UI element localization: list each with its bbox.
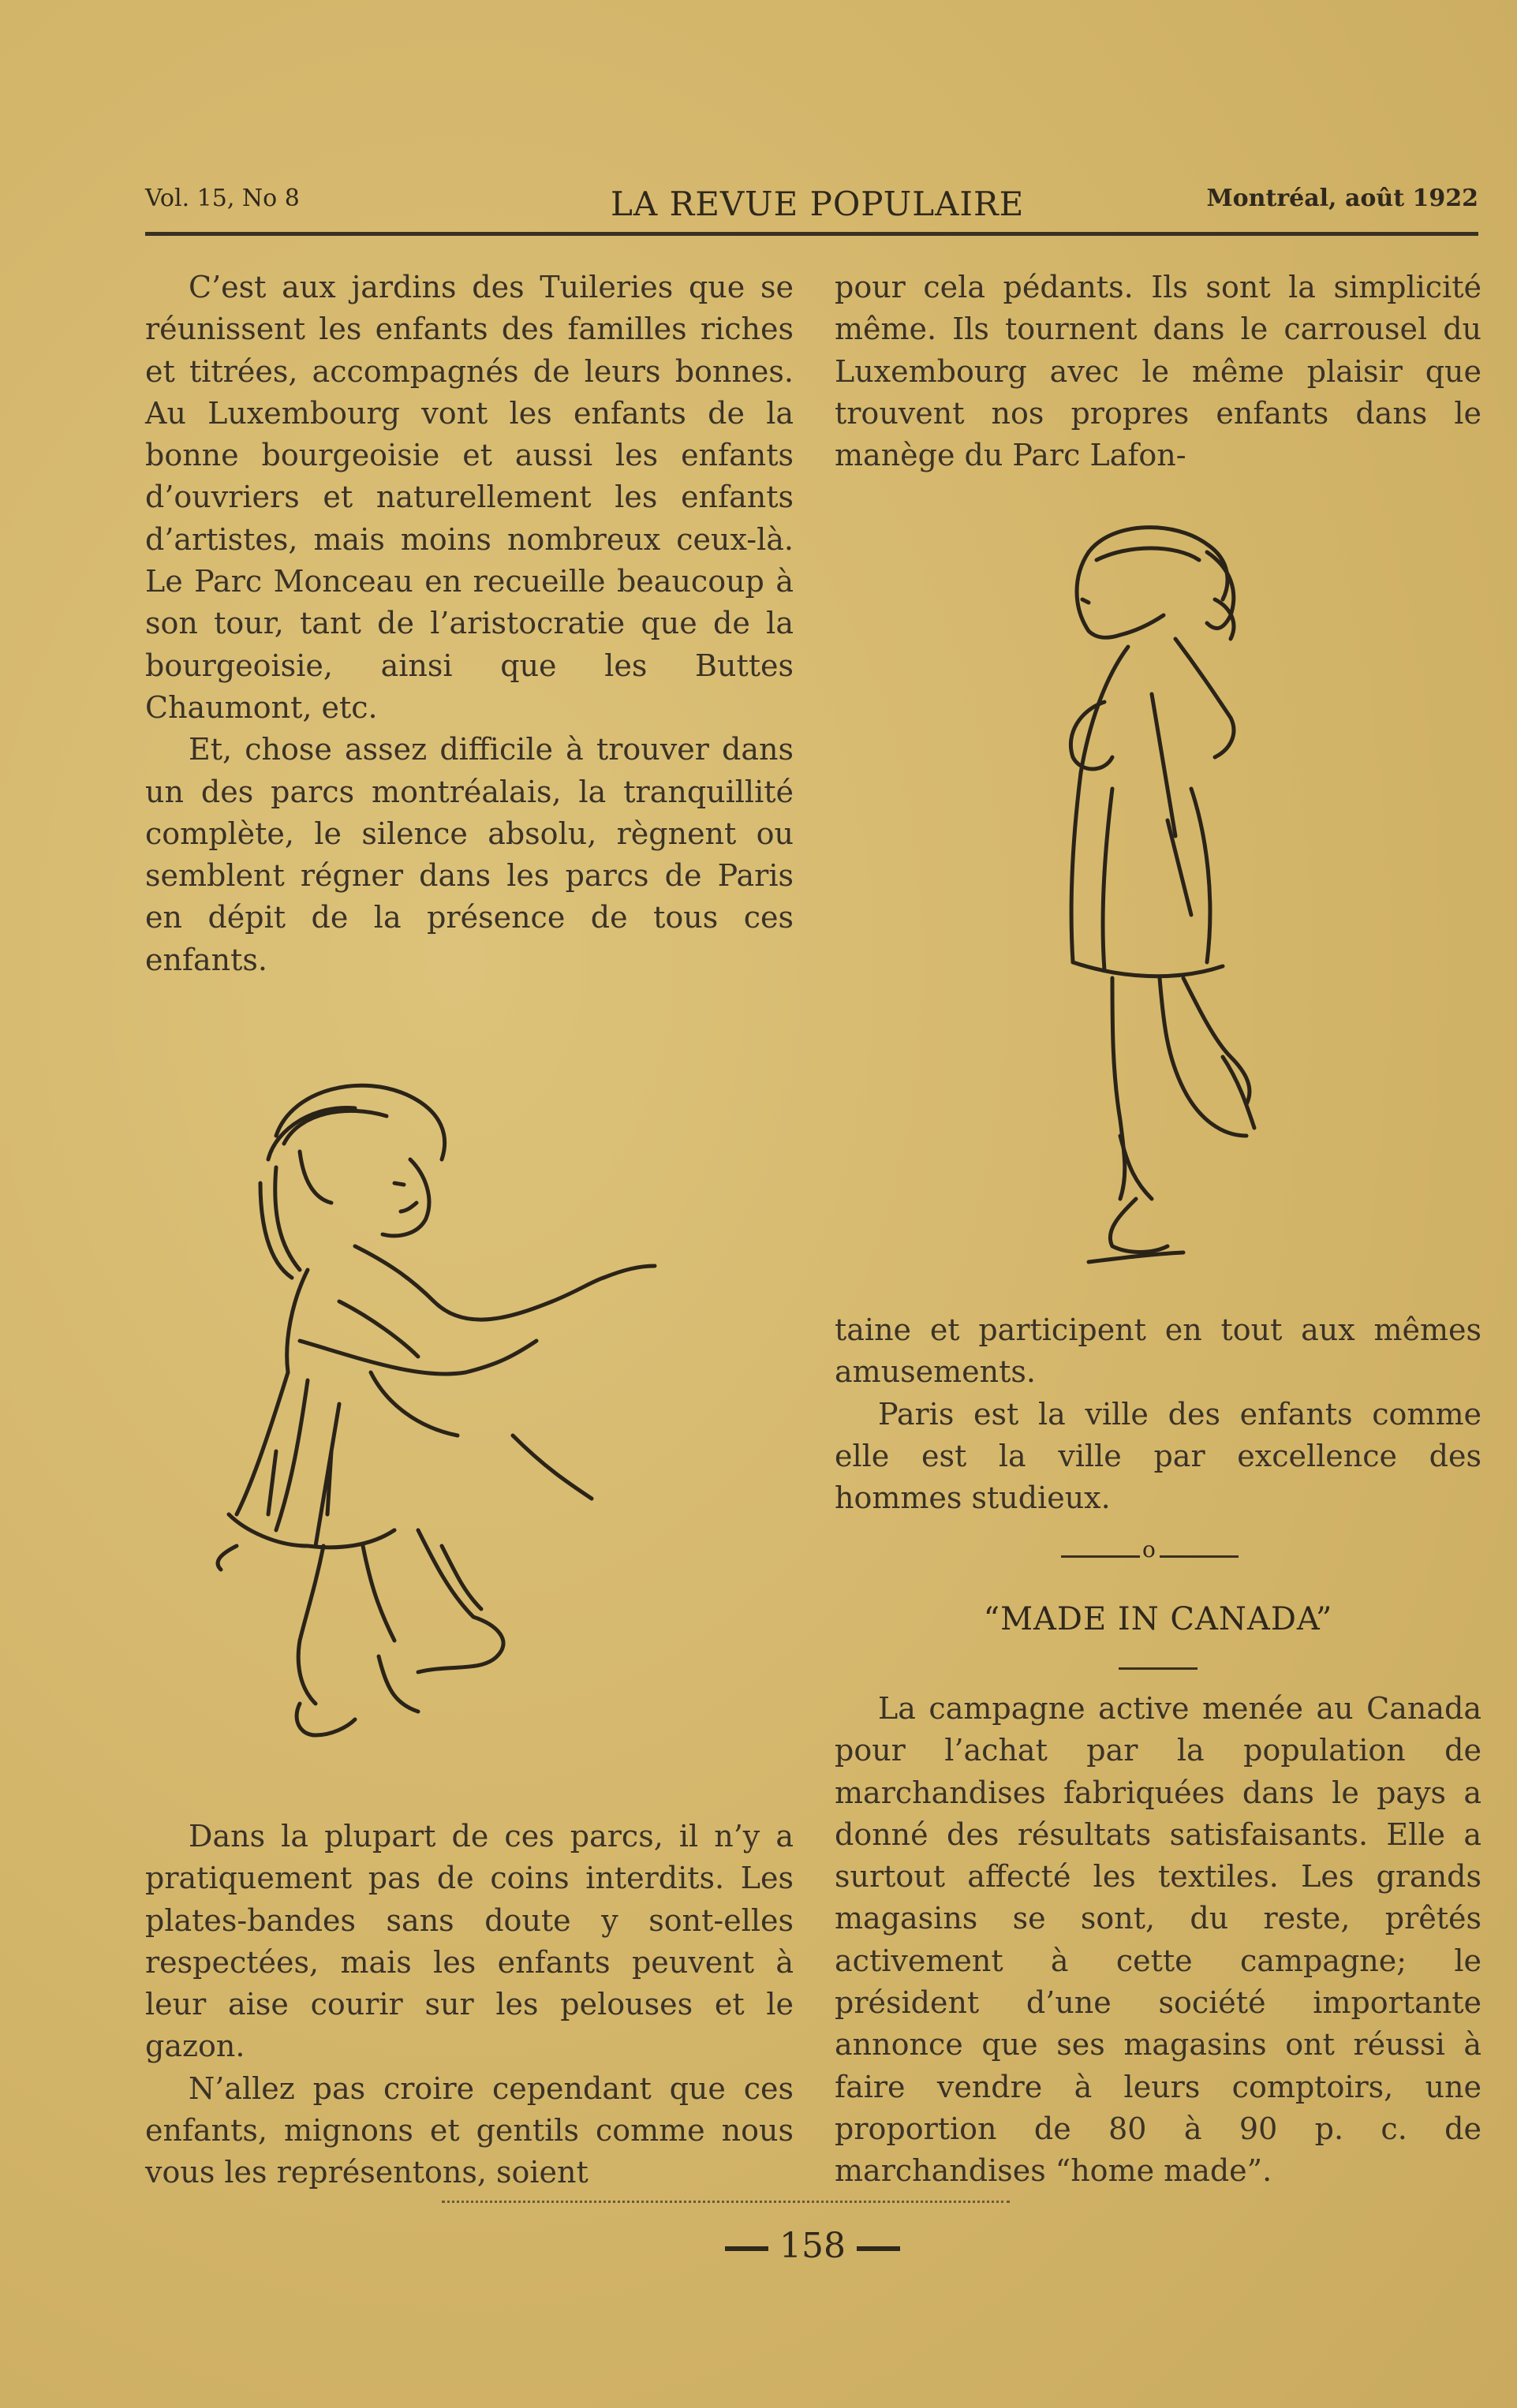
header-rule [145,232,1478,236]
footer-rule [442,2201,1010,2203]
dateline: Montréal, août 1922 [1206,185,1478,212]
right-column-middle-text [835,1309,1482,1519]
page-header [145,178,1478,226]
publication-title: LA REVUE POPULAIRE [611,185,1025,223]
dash-left [725,2246,768,2251]
paragraph: Dans la plupart de ces parcs, il n’y a pratiquement pas de coins interdits. Les plates-bandes sans doute y sont-elles respectées, mais les enfants peuvent à leur aise courir sur les pelouses et le gazon. [145,1819,794,2064]
right-column-top-text [835,267,1482,476]
separator-mark: o [1142,1536,1156,1562]
paragraph: Et, chose assez difficile à trouver dans un des parcs montréalais, la tranquillité complète, le silence absolu, règnent ou semblent régner dans les parcs de Paris en dépit de la présence de tous ces enfants. [145,732,794,977]
volume-number: Vol. 15, No 8 [145,185,300,212]
dash-right [857,2246,900,2251]
title-underline [1119,1667,1198,1670]
separator-line [1160,1555,1239,1558]
left-column-top-text [145,267,794,981]
page-number-value: 158 [779,2226,846,2266]
paragraph: Paris est la ville des enfants comme elle est la ville par excellence des hommes studieux. [835,1396,1482,1516]
paragraph: La campagne active menée au Canada pour l’achat par la population de marchandises fabriquées dans le pays a donné des résultats satisfaisants. Elle a surtout affecté les textiles. Les grands magasins se sont, du reste, prêtés activement à cette campagne; le président d’une société importante annonce que ses magasins ont réussi à faire vendre à leurs comptoirs, une proportion de 80 à 90 p. c. de marchandises “home made”. [835,1691,1482,2189]
page-number [710,2226,915,2266]
left-column-bottom-text [145,1816,794,2194]
paragraph: C’est aux jardins des Tuileries que se réunissent les enfants des familles riches et titrées, accompagnés de leurs bonnes. Au Luxembourg vont les enfants de la bonne bourgeoisie et aussi les enfants d’ouvriers et naturellement les enfants d’artistes, mais moins nombreux ceux-là. Le Parc Monceau en recueille beaucoup à son tour, tant de l’aristocratie que de la bourgeoisie, ainsi que les Buttes Chaumont, etc. [145,270,794,725]
paragraph: pour cela pédants. Ils sont la simplicité même. Ils tournent dans le carrousel du Luxembourg avec le même plaisir que trouvent nos propres enfants dans le manège du Parc Lafon- [835,270,1482,473]
girl-walking-illustration [994,505,1341,1294]
right-column-article-text [835,1688,1482,2193]
paragraph: taine et participent en tout aux mêmes amusements. [835,1312,1482,1390]
paragraph: N’allez pas croire cependant que ces enfants, mignons et gentils comme nous vous les représentons, soient [145,2070,794,2190]
separator-line [1061,1555,1140,1558]
girl-with-stick-illustration [181,1041,749,1798]
section-separator [1061,1538,1250,1570]
article-title: “MADE IN CANADA” [983,1601,1333,1637]
